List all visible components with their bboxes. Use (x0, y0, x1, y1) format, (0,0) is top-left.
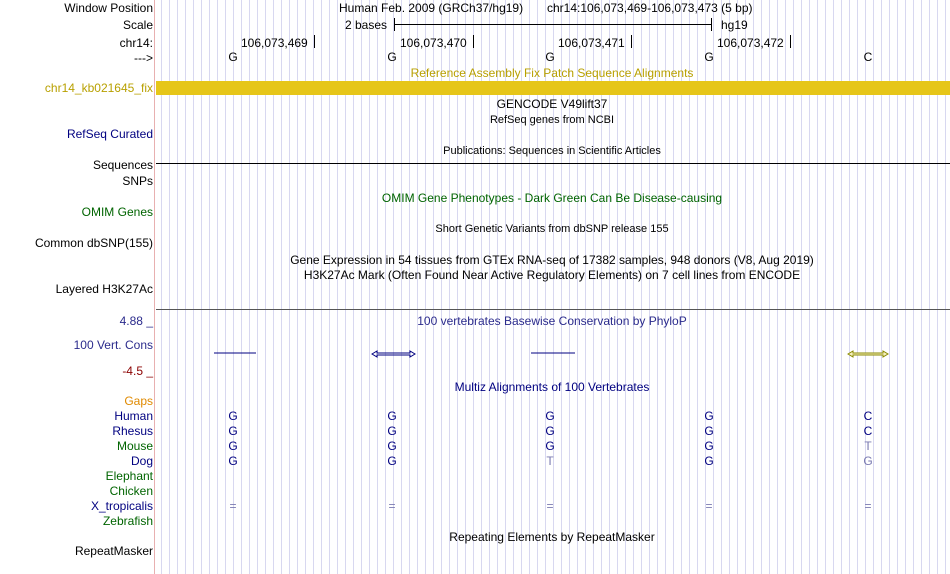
position-text[interactable]: chr14:106,073,469-106,073,473 (5 bp) (547, 1, 753, 15)
snps-label[interactable]: SNPs (122, 174, 153, 188)
alignment-base: C (863, 424, 873, 438)
alignment-base: G (545, 424, 555, 438)
species-label[interactable]: X_tropicalis (90, 499, 153, 513)
alignment-base: G (228, 439, 238, 453)
chrom-label: chr14: (119, 36, 153, 50)
window-position-label: Window Position (64, 1, 153, 15)
scale-text: 2 bases (345, 18, 388, 32)
refseq-label[interactable]: RefSeq Curated (66, 127, 153, 141)
cons-min-label: -4.5 _ (122, 364, 153, 378)
alignment-base: G (545, 409, 555, 423)
omim-title[interactable]: OMIM Gene Phenotypes - Dark Green Can Be Disease-causing (381, 191, 723, 205)
alignment-base: = (705, 499, 713, 513)
alignment-base: G (704, 454, 714, 468)
alignment-base: G (704, 424, 714, 438)
alignment-base: = (864, 499, 872, 513)
gtex-title[interactable]: Gene Expression in 54 tissues from GTEx RNA-seq of 17382 samples, 948 donors (V8, Aug 2019) (290, 253, 814, 267)
ref-base-4: G (704, 50, 714, 64)
alignment-base: G (545, 439, 555, 453)
alignment-base: = (229, 499, 237, 513)
coord-2: 106,073,470 (400, 36, 467, 50)
coord-1: 106,073,469 (241, 36, 308, 50)
alignment-base: T (546, 454, 554, 468)
alignment-base: G (387, 409, 397, 423)
alignment-base: G (704, 409, 714, 423)
repeat-title[interactable]: Repeating Elements by RepeatMasker (449, 530, 655, 544)
cons-max-label: 4.88 _ (119, 314, 153, 328)
fix-patch-title[interactable]: Reference Assembly Fix Patch Sequence Alignments (410, 66, 694, 80)
species-label[interactable]: Mouse (116, 439, 153, 453)
alignment-base: G (704, 439, 714, 453)
alignment-base: T (864, 439, 872, 453)
dbsnp-label[interactable]: Common dbSNP(155) (34, 236, 153, 250)
assembly-text[interactable]: Human Feb. 2009 (GRCh37/hg19) (339, 1, 524, 15)
coord-4: 106,073,472 (717, 36, 784, 50)
alignment-base: G (863, 454, 873, 468)
fix-patch-label[interactable]: chr14_kb021645_fix (44, 81, 153, 95)
alignment-base: G (387, 424, 397, 438)
ref-base-5: C (863, 50, 873, 64)
coord-3: 106,073,471 (558, 36, 625, 50)
alignment-base: = (546, 499, 554, 513)
alignment-base: G (228, 454, 238, 468)
cons-glyph-2 (372, 351, 415, 357)
alignment-base: G (228, 409, 238, 423)
cons-title[interactable]: 100 vertebrates Basewise Conservation by PhyloP (417, 314, 687, 328)
h3k27ac-title[interactable]: H3K27Ac Mark (Often Found Near Active Regulatory Elements) on 7 cell lines from ENCODE (303, 268, 801, 282)
alignment-base: G (228, 424, 238, 438)
omim-label[interactable]: OMIM Genes (81, 205, 153, 219)
alignment-base: = (388, 499, 396, 513)
pubs-title[interactable]: Publications: Sequences in Scientific Articles (443, 145, 661, 157)
refseq-subtitle[interactable]: RefSeq genes from NCBI (489, 114, 615, 126)
db-text: hg19 (721, 18, 748, 32)
species-label[interactable]: Dog (130, 454, 153, 468)
ref-base-2: G (387, 50, 397, 64)
gencode-title[interactable]: GENCODE V49lift37 (496, 97, 608, 111)
ref-base-3: G (545, 50, 555, 64)
multiz-title[interactable]: Multiz Alignments of 100 Vertebrates (454, 380, 650, 394)
strand-label: ---> (134, 51, 153, 65)
species-label[interactable]: Zebrafish (102, 514, 153, 528)
species-label[interactable]: Chicken (109, 484, 153, 498)
alignment-base: C (863, 409, 873, 423)
sequences-label[interactable]: Sequences (92, 158, 153, 172)
alignment-base: G (387, 454, 397, 468)
dbsnp-title[interactable]: Short Genetic Variants from dbSNP release 155 (435, 223, 669, 235)
h3k27ac-label[interactable]: Layered H3K27Ac (55, 282, 153, 296)
cons-glyph-4 (848, 351, 888, 357)
scale-label: Scale (122, 18, 153, 32)
repeat-label[interactable]: RepeatMasker (74, 544, 153, 558)
species-label[interactable]: Gaps (124, 394, 153, 408)
species-label[interactable]: Human (114, 409, 153, 423)
species-label[interactable]: Rhesus (112, 424, 153, 438)
species-label[interactable]: Elephant (105, 469, 153, 483)
cons-label[interactable]: 100 Vert. Cons (73, 338, 153, 352)
alignment-base: G (387, 439, 397, 453)
ref-base-1: G (228, 50, 238, 64)
